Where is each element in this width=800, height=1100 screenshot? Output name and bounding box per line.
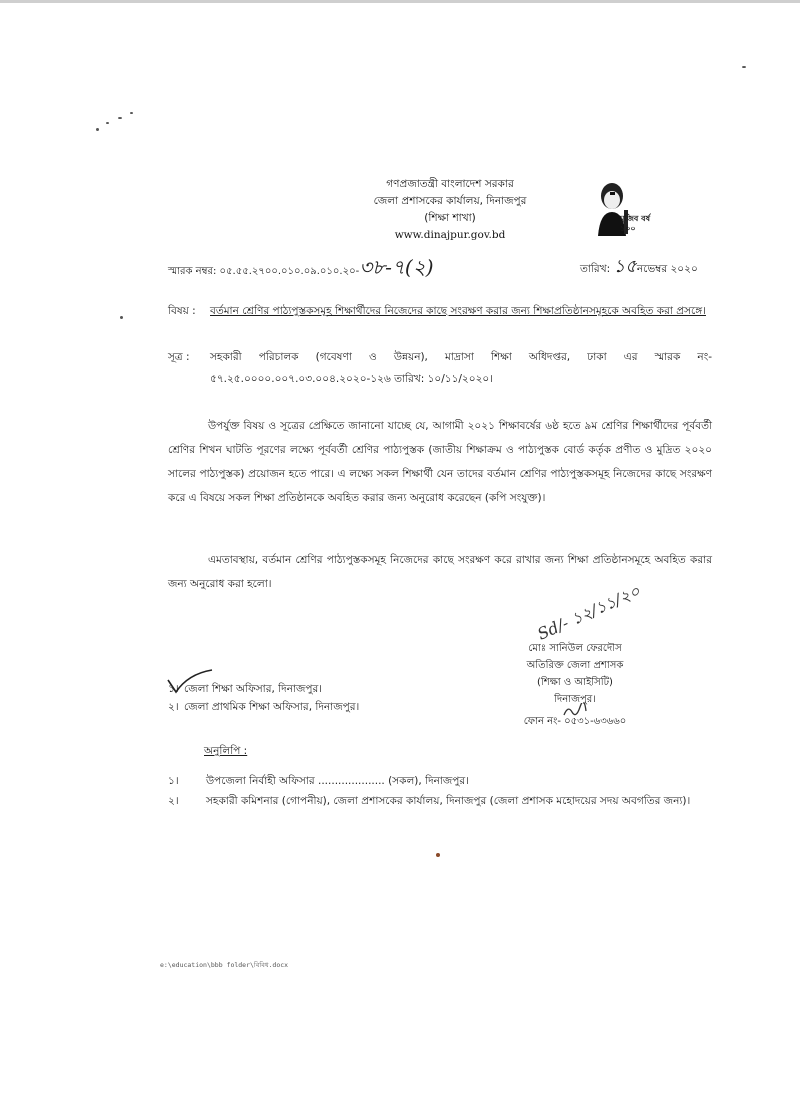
copy-text: উপজেলা নির্বাহী অফিসার .................... (সকল), দিনাজপুর। xyxy=(206,775,469,787)
initial-scribble xyxy=(562,702,588,716)
scan-speck xyxy=(118,117,122,119)
date-label: তারিখ: xyxy=(580,263,611,275)
memo-number xyxy=(168,256,434,283)
date-handwritten-day: ১৫ xyxy=(613,256,637,277)
scan-speck xyxy=(742,66,746,68)
copy-number: ২। xyxy=(168,795,179,807)
reference-label: সূত্র : xyxy=(168,351,190,363)
mujib-borsho-logo xyxy=(590,170,662,238)
scan-speck xyxy=(130,112,133,114)
recipient-number: ২। xyxy=(168,701,179,713)
recipient-text: জেলা প্রাথমিক শিক্ষা অফিসার, দিনাজপুর। xyxy=(184,701,360,713)
date-rest: নভেম্বর ২০২০ xyxy=(636,263,698,275)
body-paragraph-2: এমতাবস্থায়, বর্তমান শ্রেণির পাঠ্যপুস্তকসমূহ নিজেদের কাছে সংরক্ষণ করে রাখার জন্য শিক্ষা প্রতিষ্ঠানসমূহে অবহিত করার জন্য অনুরোধ করা হলো। xyxy=(168,554,712,590)
body-paragraph-1: উপর্যুক্ত বিষয় ও সূত্রের প্রেক্ষিতে জানানো যাচ্ছে যে, আগামী ২০২১ শিক্ষাবর্ষের ৬ষ্ঠ হতে ৯ম শ্রেণির শিক্ষার্থীদের পূর্ববর্তী শ্রেণির শিখন ঘাটতি পূরণের লক্ষ্যে পূর্ববর্তী শ্রেণির পাঠ্যপুস্তক (জাতীয় শিক্ষাক্রম ও পাঠ্যপুস্তক বোর্ড কর্তৃক প্রণীত ও মুদ্রিত ২০২০ সালের পাঠ্যপুস্তক) প্রয়োজন হতে পারে। এ লক্ষ্যে সকল শিক্ষার্থী যেন তাদের বর্তমান শ্রেণির পাঠ্যপুস্তকসমূহ নিজেদের কাছে সংরক্ষণ করে এ বিষয়ে সকল শিক্ষা প্রতিষ্ঠানকে অবহিত করার জন্য অনুরোধ করেছেন (কপি সংযুক্ত)। xyxy=(168,420,712,504)
letterhead xyxy=(320,176,580,244)
website-link[interactable]: www.dinajpur.gov.bd xyxy=(394,229,506,241)
scan-speck xyxy=(96,128,99,131)
govt-name: গণপ্রজাতন্ত্রী বাংলাদেশ সরকার xyxy=(386,178,514,190)
scan-speck xyxy=(106,122,109,124)
scan-speck xyxy=(436,853,440,857)
signatory-department: (শিক্ষা ও আইসিটি) xyxy=(537,677,613,688)
copy-item xyxy=(168,770,708,792)
handwritten-signature: Sd/- ১২/১১/২০ xyxy=(534,581,643,644)
section-name: (শিক্ষা শাখা) xyxy=(424,212,476,224)
scan-speck xyxy=(120,316,123,319)
reference-text: সহকারী পরিচালক (গবেষণা ও উন্নয়ন), মাদ্রাসা শিক্ষা অধিদপ্তর, ঢাকা এর স্মারক নং- ৫৭.২৫.০০০০.০০৭.০৩.০০৪.২০২০-১২৬ তারিখ: ১০/১১/২০২০। xyxy=(210,351,712,385)
copy-text: সহকারী কমিশনার (গোপনীয়), জেলা প্রশাসকের কার্যালয়, দিনাজপুর (জেলা প্রশাসক মহোদয়ের সদয় অবগতির জন্য)। xyxy=(206,795,691,807)
memo-label: স্মারক নম্বর: ০৫.৫৫.২৭০০.০১০.০৯.০১০.২০- xyxy=(168,266,360,277)
memo-handwritten: ৩৮-৭(২) xyxy=(359,255,434,279)
subject-text: বর্তমান শ্রেণির পাঠ্যপুস্তকসমূহ শিক্ষার্থীদের নিজেদের কাছে সংরক্ষণ করার জন্য শিক্ষাপ্রতিষ্ঠানসমূহকে অবহিত করা প্রসঙ্গে। xyxy=(210,305,706,317)
signatory-name: মোঃ সানিউল ফেরদৌস xyxy=(528,643,622,654)
signatory-place: দিনাজপুর। xyxy=(554,694,596,705)
copy-item xyxy=(168,790,728,812)
footer-file-path: e:\education\bbb folder\বিবিধ.docx xyxy=(160,961,289,969)
recipient-item xyxy=(168,696,359,718)
signatory-phone: ফোন নং- ০৫৩১-৬৩৬৬০ xyxy=(523,716,627,727)
copy-heading: অনুলিপি : xyxy=(204,745,248,757)
memo-date xyxy=(580,256,698,280)
subject-label: বিষয় : xyxy=(168,305,196,317)
scan-edge xyxy=(0,0,800,3)
logo-text: মুজিব বর্ষ ১০০ xyxy=(620,214,650,233)
copy-number: ১। xyxy=(168,775,179,787)
recipient-text: জেলা শিক্ষা অফিসার, দিনাজপুর। xyxy=(184,683,323,695)
office-name: জেলা প্রশাসকের কার্যালয়, দিনাজপুর xyxy=(373,195,527,207)
signatory-designation: অতিরিক্ত জেলা প্রশাসক xyxy=(526,660,624,671)
recipient-number: ১। xyxy=(168,683,179,695)
